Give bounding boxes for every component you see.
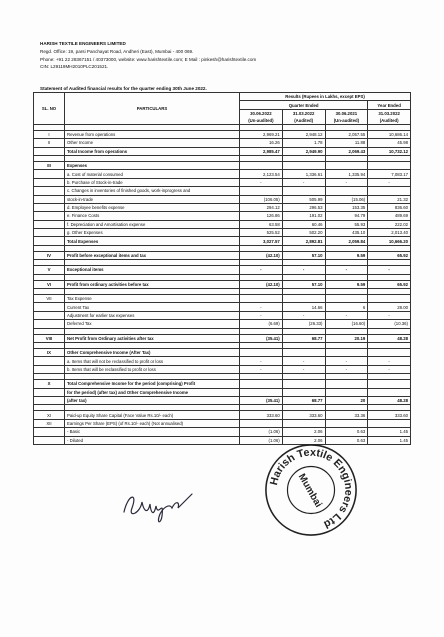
value-cell: - xyxy=(282,311,325,319)
table-row xyxy=(34,365,411,373)
value-cell: 10,686.14 xyxy=(368,130,411,138)
value-cell xyxy=(282,388,325,396)
value-cell: 2.06 xyxy=(282,436,325,444)
particular-cell: Current Tax xyxy=(65,303,240,311)
sl-cell: XI xyxy=(34,411,65,419)
table-row xyxy=(34,170,411,178)
value-cell xyxy=(368,419,411,427)
audit-status: (Un-audited) xyxy=(333,117,360,123)
table-row xyxy=(34,139,411,147)
company-cin: CIN: L29119MH2010PLC201521. xyxy=(40,64,109,70)
value-cell: - xyxy=(240,178,283,186)
table-row xyxy=(34,280,411,288)
table-row xyxy=(34,147,411,155)
value-cell: (16.60) xyxy=(325,320,368,328)
value-cell: 1,336.61 xyxy=(282,170,325,178)
sl-cell xyxy=(34,147,65,155)
value-cell: 65.92 xyxy=(368,251,411,259)
particulars-header: PARTICULARS xyxy=(65,93,240,125)
value-cell: 21.32 xyxy=(368,195,411,203)
sl-cell xyxy=(34,388,65,396)
company-name: HARISH TEXTILE ENGINEERS LIMITED xyxy=(40,41,126,46)
company-address: Regd. Office: 19, parsi Panchayat Road, Andheri (East), Mumbai - 400 069. xyxy=(40,48,194,54)
table-row xyxy=(34,130,411,138)
table-row xyxy=(34,295,411,303)
value-cell: 2,969.21 xyxy=(240,130,283,138)
sl-cell xyxy=(34,396,65,404)
sl-cell: III xyxy=(34,161,65,169)
value-cell: (35.41) xyxy=(240,396,283,404)
sl-header: SL. NO xyxy=(34,93,65,125)
value-cell: 10,732.12 xyxy=(368,147,411,155)
table-row xyxy=(34,203,411,211)
particular-cell: Expenses xyxy=(65,161,240,169)
value-cell: 20.19 xyxy=(325,334,368,342)
value-cell: - xyxy=(325,311,368,319)
sl-cell xyxy=(34,178,65,186)
value-cell: - xyxy=(368,311,411,319)
value-cell: - xyxy=(282,365,325,373)
table-row xyxy=(34,212,411,220)
particular-cell: Revenue from operations xyxy=(65,130,240,138)
value-cell: - xyxy=(325,178,368,186)
value-cell: - xyxy=(368,266,411,274)
date-header xyxy=(325,109,368,124)
sl-cell: II xyxy=(34,139,65,147)
value-cell: (42.10) xyxy=(240,280,283,288)
company-seal xyxy=(262,441,360,539)
value-cell: 294.12 xyxy=(240,203,283,211)
value-cell: - xyxy=(282,357,325,365)
date-header xyxy=(368,109,411,124)
sl-cell xyxy=(34,303,65,311)
table-row xyxy=(34,237,411,245)
audit-status: (Un-audited) xyxy=(248,117,274,123)
value-cell xyxy=(368,187,411,195)
value-cell: - xyxy=(368,178,411,186)
value-cell: 126.86 xyxy=(240,212,283,220)
value-cell: 1.45 xyxy=(368,428,411,436)
particular-cell: Other Comprehensive Income (After Tax) xyxy=(65,348,240,356)
sl-cell xyxy=(34,320,65,328)
table-row xyxy=(34,303,411,311)
value-cell xyxy=(240,348,283,356)
value-cell xyxy=(282,419,325,427)
value-cell: (1.06) xyxy=(240,436,283,444)
sl-cell xyxy=(34,357,65,365)
table-row xyxy=(34,411,411,419)
value-cell: 1,335.94 xyxy=(325,170,368,178)
particular-cell: - Basic xyxy=(65,428,240,436)
value-cell xyxy=(282,348,325,356)
table-row xyxy=(34,396,411,404)
results-table xyxy=(33,92,411,445)
value-cell: 57.10 xyxy=(282,251,325,259)
value-cell xyxy=(282,161,325,169)
value-cell: 296.53 xyxy=(282,203,325,211)
audit-status: (Audited) xyxy=(294,117,314,123)
value-cell: (35.41) xyxy=(240,334,283,342)
sl-cell: VIII xyxy=(34,334,65,342)
value-cell: - xyxy=(240,365,283,373)
table-row xyxy=(34,266,411,274)
date-label: 30.06.2022 xyxy=(250,110,272,116)
seal-ring-text: Harish Textile Engineers Ltd xyxy=(268,446,355,531)
table-row xyxy=(34,320,411,328)
table-row xyxy=(34,348,411,356)
value-cell: 65.92 xyxy=(368,280,411,288)
value-cell: 2,949.90 xyxy=(282,147,325,155)
sl-cell: IV xyxy=(34,251,65,259)
value-cell: 55.93 xyxy=(325,220,368,228)
particular-cell: Profit before exceptional items and tax xyxy=(65,251,240,259)
value-cell xyxy=(282,187,325,195)
sl-cell: IX xyxy=(34,348,65,356)
value-cell xyxy=(368,295,411,303)
sl-cell xyxy=(34,203,65,211)
value-cell: 2,057.55 xyxy=(325,130,368,138)
sl-cell: VI xyxy=(34,280,65,288)
value-cell: 502.20 xyxy=(282,229,325,237)
value-cell: 525.52 xyxy=(240,229,283,237)
value-cell: (26.33) xyxy=(282,320,325,328)
table-row xyxy=(34,419,411,427)
particular-cell: Exceptional items xyxy=(65,266,240,274)
particular-cell: (after tax) xyxy=(65,396,240,404)
particular-cell: Total Comprehensive Income for the period (comprising) Profit xyxy=(65,380,240,388)
value-cell: 63.58 xyxy=(240,220,283,228)
particular-cell: for the period) (after tax) and Other Comprehensive Income xyxy=(65,388,240,396)
particular-cell: d. Employee benefits expense xyxy=(65,203,240,211)
particular-cell: Profit from ordinary activities before tax xyxy=(65,280,240,288)
value-cell: 9.59 xyxy=(325,251,368,259)
particular-cell: - Diluted xyxy=(65,436,240,444)
value-cell: - xyxy=(240,311,283,319)
value-cell: 2.06 xyxy=(282,428,325,436)
value-cell xyxy=(240,295,283,303)
value-cell: 6 xyxy=(325,303,368,311)
table-row xyxy=(34,251,411,259)
date-header xyxy=(282,109,325,124)
value-cell xyxy=(325,380,368,388)
value-cell: 2,985.47 xyxy=(240,147,283,155)
value-cell: 1.45 xyxy=(368,436,411,444)
value-cell: 333.60 xyxy=(282,411,325,419)
table-row xyxy=(34,220,411,228)
particular-cell: f. Depreciation and Amortisation expense xyxy=(65,220,240,228)
sl-cell xyxy=(34,237,65,245)
seal-center-text: Mumbai xyxy=(295,471,324,510)
value-cell: 333.60 xyxy=(368,411,411,419)
table-row xyxy=(34,229,411,237)
audit-status: (Audited) xyxy=(379,117,399,123)
value-cell: 2,123.54 xyxy=(240,170,283,178)
value-cell xyxy=(282,295,325,303)
value-cell: - xyxy=(325,365,368,373)
value-cell: 191.02 xyxy=(282,212,325,220)
value-cell: (1.06) xyxy=(240,428,283,436)
value-cell: 836.60 xyxy=(368,203,411,211)
particular-cell: e. Finance Costs xyxy=(65,212,240,220)
particular-cell: a. Items that will not be reclassified to profit or loss xyxy=(65,357,240,365)
value-cell: 28.00 xyxy=(368,303,411,311)
quarter-group-header: Quarter Ended xyxy=(240,101,368,109)
value-cell: 7,083.17 xyxy=(368,170,411,178)
value-cell: 1.78 xyxy=(282,139,325,147)
table-row xyxy=(34,357,411,365)
value-cell: 2,013.40 xyxy=(368,229,411,237)
value-cell: 0.63 xyxy=(325,436,368,444)
particular-cell: Total Income from operations xyxy=(65,147,240,155)
value-cell xyxy=(240,187,283,195)
value-cell: (10.36) xyxy=(368,320,411,328)
value-cell: - xyxy=(240,266,283,274)
table-row xyxy=(34,195,411,203)
value-cell: - xyxy=(368,357,411,365)
value-cell: (42.10) xyxy=(240,251,283,259)
particular-cell: Adjustment for earlier tax expenses xyxy=(65,311,240,319)
value-cell: 2,948.12 xyxy=(282,130,325,138)
value-cell: - xyxy=(368,365,411,373)
value-cell: - xyxy=(240,303,283,311)
value-cell xyxy=(325,161,368,169)
units-header: Results (Rupees in Lakhs, except EPS) xyxy=(240,93,411,101)
value-cell xyxy=(368,380,411,388)
sl-cell: X xyxy=(34,380,65,388)
value-cell: 2,059.84 xyxy=(325,237,368,245)
sl-cell xyxy=(34,187,65,195)
table-row xyxy=(34,161,411,169)
value-cell: 2,892.81 xyxy=(282,237,325,245)
particular-cell: Tax Expense xyxy=(65,295,240,303)
value-cell: 16.26 xyxy=(240,139,283,147)
sl-cell xyxy=(34,428,65,436)
sl-cell xyxy=(34,365,65,373)
particular-cell: Other Income xyxy=(65,139,240,147)
value-cell: 2,069.43 xyxy=(325,147,368,155)
value-cell xyxy=(325,419,368,427)
value-cell: 68.77 xyxy=(282,334,325,342)
value-cell: - xyxy=(240,357,283,365)
sl-cell xyxy=(34,195,65,203)
particular-cell: g. Other Expenses xyxy=(65,229,240,237)
date-label: 31.03.2022 xyxy=(378,110,400,116)
particular-cell: Deferred Tax xyxy=(65,320,240,328)
value-cell xyxy=(240,388,283,396)
particular-cell: Paid-up Equity Share Capital (Face Value Rs.10/- each) xyxy=(65,411,240,419)
value-cell xyxy=(282,380,325,388)
sl-cell xyxy=(34,220,65,228)
value-cell: 3,027.57 xyxy=(240,237,283,245)
value-cell: - xyxy=(282,178,325,186)
value-cell: 10,666.20 xyxy=(368,237,411,245)
table-row xyxy=(34,334,411,342)
sl-cell: XII xyxy=(34,419,65,427)
value-cell: 45.98 xyxy=(368,139,411,147)
date-label: 30.06.2021 xyxy=(335,110,358,116)
particular-cell: Net Profit from Ordinary activities after tax xyxy=(65,334,240,342)
value-cell: 11.88 xyxy=(325,139,368,147)
sl-cell xyxy=(34,436,65,444)
value-cell: - xyxy=(325,266,368,274)
value-cell xyxy=(368,348,411,356)
table-row xyxy=(34,380,411,388)
value-cell: (106.05) xyxy=(240,195,283,203)
sl-cell: V xyxy=(34,266,65,274)
value-cell xyxy=(240,161,283,169)
value-cell xyxy=(325,187,368,195)
table-row xyxy=(34,178,411,186)
year-group-header: Year Ended xyxy=(368,101,411,109)
value-cell: 153.35 xyxy=(325,203,368,211)
value-cell: 9.59 xyxy=(325,280,368,288)
value-cell: 20 xyxy=(325,396,368,404)
value-cell: 333.60 xyxy=(240,411,283,419)
value-cell: 57.10 xyxy=(282,280,325,288)
value-cell: 489.69 xyxy=(368,212,411,220)
value-cell: (15.06) xyxy=(325,195,368,203)
value-cell xyxy=(240,419,283,427)
value-cell xyxy=(325,295,368,303)
particular-cell: b. Items that will be reclassified to profit or loss xyxy=(65,365,240,373)
value-cell: - xyxy=(325,357,368,365)
value-cell: 94.79 xyxy=(325,212,368,220)
sl-cell: I xyxy=(34,130,65,138)
value-cell: 48.28 xyxy=(368,396,411,404)
table-row xyxy=(34,311,411,319)
table-row xyxy=(34,428,411,436)
value-cell xyxy=(368,388,411,396)
value-cell: 0.63 xyxy=(325,428,368,436)
particular-cell: b. Purchase of Stock-in-trade xyxy=(65,178,240,186)
signature xyxy=(118,478,198,528)
value-cell: 48.28 xyxy=(368,334,411,342)
company-contact: Phone: +91 22 28367151 / 40373000, website: www.harishtextile.com; E Mail : pinkesh@harishtextile.com xyxy=(40,56,257,62)
date-label: 31.03.2022 xyxy=(292,110,315,116)
value-cell: 435.10 xyxy=(325,229,368,237)
value-cell: 33.36 xyxy=(325,411,368,419)
value-cell: 60.46 xyxy=(282,220,325,228)
particular-cell: Earnings Per Share (EPS) (of Rs.10/- each) (Not annualised) xyxy=(65,419,240,427)
date-header xyxy=(240,109,283,124)
sl-cell xyxy=(34,229,65,237)
statement-title: Statement of Audited financial results for the quarter ending 30th June 2022. xyxy=(40,86,207,91)
value-cell xyxy=(325,348,368,356)
value-cell: 505.99 xyxy=(282,195,325,203)
value-cell: (6.69) xyxy=(240,320,283,328)
sl-cell: VII xyxy=(34,295,65,303)
value-cell: - xyxy=(282,266,325,274)
table-row xyxy=(34,388,411,396)
value-cell xyxy=(368,161,411,169)
sl-cell xyxy=(34,170,65,178)
table-row xyxy=(34,187,411,195)
sl-cell xyxy=(34,212,65,220)
particular-cell: a. Cost of material consumed xyxy=(65,170,240,178)
value-cell xyxy=(240,380,283,388)
sl-cell xyxy=(34,311,65,319)
particular-cell: Total Expenses xyxy=(65,237,240,245)
value-cell: 222.02 xyxy=(368,220,411,228)
value-cell: 68.77 xyxy=(282,396,325,404)
value-cell: 14.66 xyxy=(282,303,325,311)
particular-cell: stock-in-trade xyxy=(65,195,240,203)
particular-cell: c. Changes in inventories of finished goods, work-inprogress and xyxy=(65,187,240,195)
value-cell xyxy=(325,388,368,396)
company-header xyxy=(40,40,256,71)
